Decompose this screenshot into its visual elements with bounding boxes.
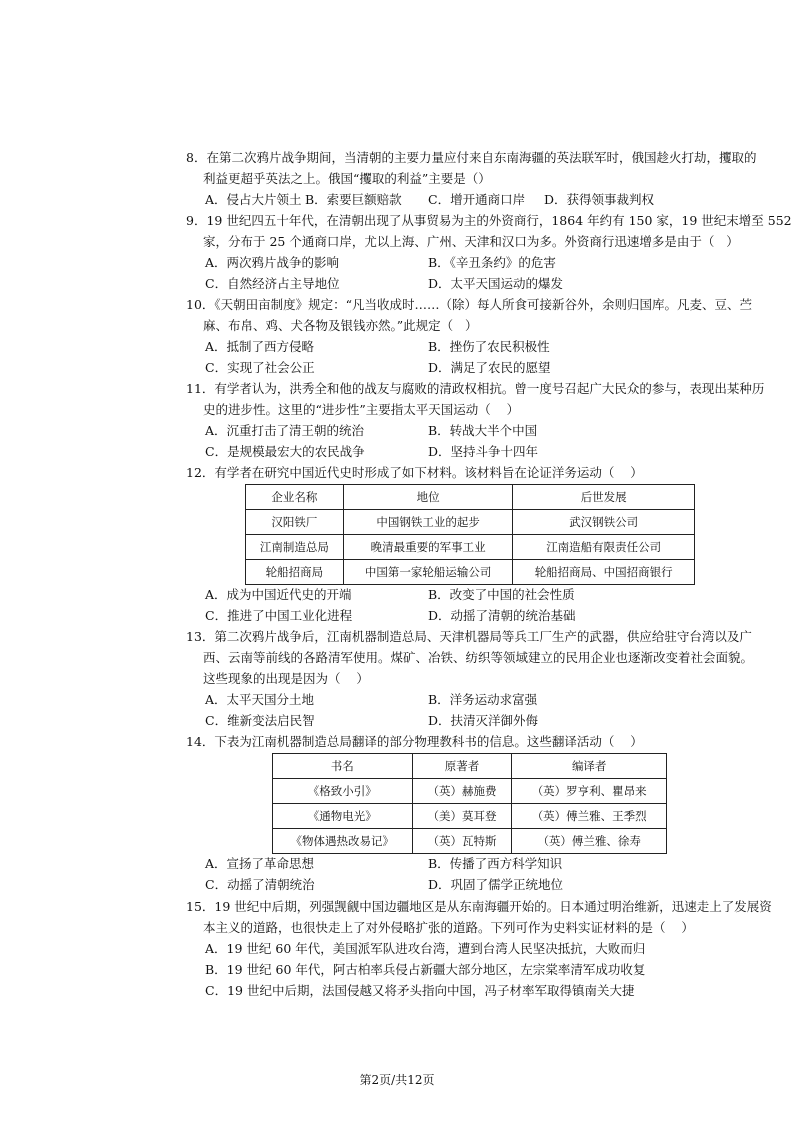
question-15-option-a: A．19 世纪 60 年代，美国派军队进攻台湾，遭到台湾人民坚决抵抗，大败而归: [205, 941, 646, 956]
table-cell: （英）罗亨利、瞿昂来: [512, 779, 667, 804]
table-cell: 《物体遇热改易记》: [273, 829, 413, 854]
table-header-cell: 编译者: [512, 754, 667, 779]
question-13-stem-line-3: 这些现象的出现是因为（ ）: [203, 671, 369, 686]
question-14-option-a: A．宣扬了革命思想: [205, 856, 315, 871]
table-cell: （美）莫耳登: [412, 804, 512, 829]
question-8-stem-line-2: 利益更超乎英法之上。俄国“攫取的利益”主要是（）: [203, 171, 491, 186]
table-cell: 中国第一家轮船运输公司: [343, 560, 513, 585]
question-8-option-a: A．侵占大片领土: [205, 192, 302, 207]
question-12-option-a: A．成为中国近代史的开端: [205, 587, 352, 602]
table-row: [246, 560, 695, 585]
table-cell: 《格致小引》: [273, 779, 413, 804]
enterprise-table: [245, 484, 695, 585]
question-11-option-c: C．是规模最宏大的农民战争: [205, 444, 365, 459]
question-9-option-d: D．太平天国运动的爆发: [428, 276, 564, 291]
question-13-option-d: D．扶清灭洋御外侮: [428, 713, 539, 728]
question-11-option-b: B．转战大半个中国: [428, 423, 538, 438]
question-9-stem-line-1: 9．19 世纪四五十年代，在清朝出现了从事贸易为主的外资商行，1864 年约有 150 家，19 世纪末增至 552: [186, 213, 792, 228]
table-cell: 武汉钢铁公司: [513, 510, 695, 535]
question-12-option-d: D．动摇了清朝的统治基础: [428, 608, 576, 623]
question-15-option-b: B．19 世纪 60 年代，阿古柏率兵侵占新疆大部分地区，左宗棠率清军成功收复: [205, 962, 646, 977]
table-cell: 汉阳铁厂: [246, 510, 344, 535]
table-cell: 江南制造总局: [246, 535, 344, 560]
question-10-stem-line-2: 麻、布帛、鸡、犬各物及银钱亦然。”此规定（ ）: [203, 318, 478, 333]
question-12-option-c: C．推进了中国工业化进程: [205, 608, 353, 623]
question-9-option-a: A．两次鸦片战争的影响: [205, 255, 340, 270]
question-9-option-b: B．《辛丑条约》的危害: [428, 255, 556, 270]
question-15-stem-line-2: 本主义的道路，也很快走上了对外侵略扩张的道路。下列可作为史料实证材料的是（ ）: [203, 920, 694, 935]
table-row: [273, 779, 667, 804]
table-cell: （英）瓦特斯: [412, 829, 512, 854]
question-13-stem-line-2: 西、云南等前线的各路清军使用。煤矿、冶铁、纺织等领域建立的民用企业也逐渐改变着社会面貌。: [203, 650, 754, 665]
question-8-option-b: B．索要巨额赔款: [305, 192, 402, 207]
question-15-option-c: C．19 世纪中后期，法国侵越又将矛头指向中国，冯子材率军取得镇南关大捷: [205, 983, 635, 998]
question-11-option-a: A．沉重打击了清王朝的统治: [205, 423, 365, 438]
question-14-option-b: B．传播了西方科学知识: [428, 856, 563, 871]
question-14-stem: 14．下表为江南机器制造总局翻译的部分物理教科书的信息。这些翻译活动（ ）: [186, 734, 643, 749]
table-row: [246, 510, 695, 535]
page-number-footer: 第2页/共12页: [359, 1073, 435, 1087]
table-header-cell: 原著者: [412, 754, 512, 779]
question-14-option-d: D．巩固了儒学正统地位: [428, 877, 564, 892]
question-11-stem-line-1: 11．有学者认为，洪秀全和他的战友与腐败的清政权相抗。曾一度号召起广大民众的参与，表现出某种历: [186, 381, 765, 396]
question-9-stem-line-2: 家，分布于 25 个通商口岸，尤以上海、广州、天津和汉口为多。外资商行迅速增多是由于（ ）: [203, 234, 739, 249]
question-9-option-c: C．自然经济占主导地位: [205, 276, 340, 291]
table-cell: 轮船招商局、中国招商银行: [513, 560, 695, 585]
table-cell: 轮船招商局: [246, 560, 344, 585]
table-header-cell: 书名: [273, 754, 413, 779]
table-cell: （英）傅兰雅、徐寿: [512, 829, 667, 854]
question-8-option-d: D．获得领事裁判权: [544, 192, 655, 207]
question-10-stem-line-1: 10．《天朝田亩制度》规定：“凡当收成时……（除）每人所食可接新谷外，余则归国库。凡麦、豆、苎: [186, 297, 753, 312]
question-14-option-c: C．动摇了清朝统治: [205, 877, 315, 892]
translation-table: [272, 753, 667, 854]
table-header-cell: 企业名称: [246, 485, 344, 510]
question-13-option-c: C．维新变法启民智: [205, 713, 315, 728]
question-8-stem-line-1: 8．在第二次鸦片战争期间，当清朝的主要力量应付来自东南海疆的英法联军时，俄国趁火打劫，攫取的: [186, 150, 757, 165]
question-13-stem-line-1: 13．第二次鸦片战争后，江南机器制造总局、天津机器局等兵工厂生产的武器，供应给驻守台湾以及广: [186, 629, 752, 644]
table-cell: （英）赫施费: [412, 779, 512, 804]
table-row: [273, 804, 667, 829]
table-header-cell: 地位: [343, 485, 513, 510]
question-12-stem: 12．有学者在研究中国近代史时形成了如下材料。该材料旨在论证洋务运动（ ）: [186, 465, 643, 480]
question-10-option-a: A．抵制了西方侵略: [205, 339, 315, 354]
table-cell: 江南造船有限责任公司: [513, 535, 695, 560]
question-13-option-b: B．洋务运动求富强: [428, 692, 538, 707]
question-8-option-c: C．增开通商口岸: [428, 192, 526, 207]
question-13-option-a: A．太平天国分土地: [205, 692, 315, 707]
table-row: [246, 535, 695, 560]
question-11-option-d: D．坚持斗争十四年: [428, 444, 539, 459]
table-cell: 《通物电光》: [273, 804, 413, 829]
question-12-option-b: B．改变了中国的社会性质: [428, 587, 575, 602]
question-10-option-b: B．挫伤了农民积极性: [428, 339, 550, 354]
question-10-option-c: C．实现了社会公正: [205, 360, 315, 375]
question-11-stem-line-2: 史的进步性。这里的“进步性”主要指太平天国运动（ ）: [203, 402, 520, 417]
table-cell: 晚清最重要的军事工业: [343, 535, 513, 560]
table-header-row: [273, 754, 667, 779]
table-cell: （英）傅兰雅、王季烈: [512, 804, 667, 829]
table-header-row: [246, 485, 695, 510]
question-10-option-d: D．满足了农民的愿望: [428, 360, 551, 375]
table-cell: 中国钢铁工业的起步: [343, 510, 513, 535]
table-header-cell: 后世发展: [513, 485, 695, 510]
table-row: [273, 829, 667, 854]
question-15-stem-line-1: 15．19 世纪中后期，列强觊觎中国边疆地区是从东南海疆开始的。日本通过明治维新，迅速走上了发展资: [186, 899, 772, 914]
